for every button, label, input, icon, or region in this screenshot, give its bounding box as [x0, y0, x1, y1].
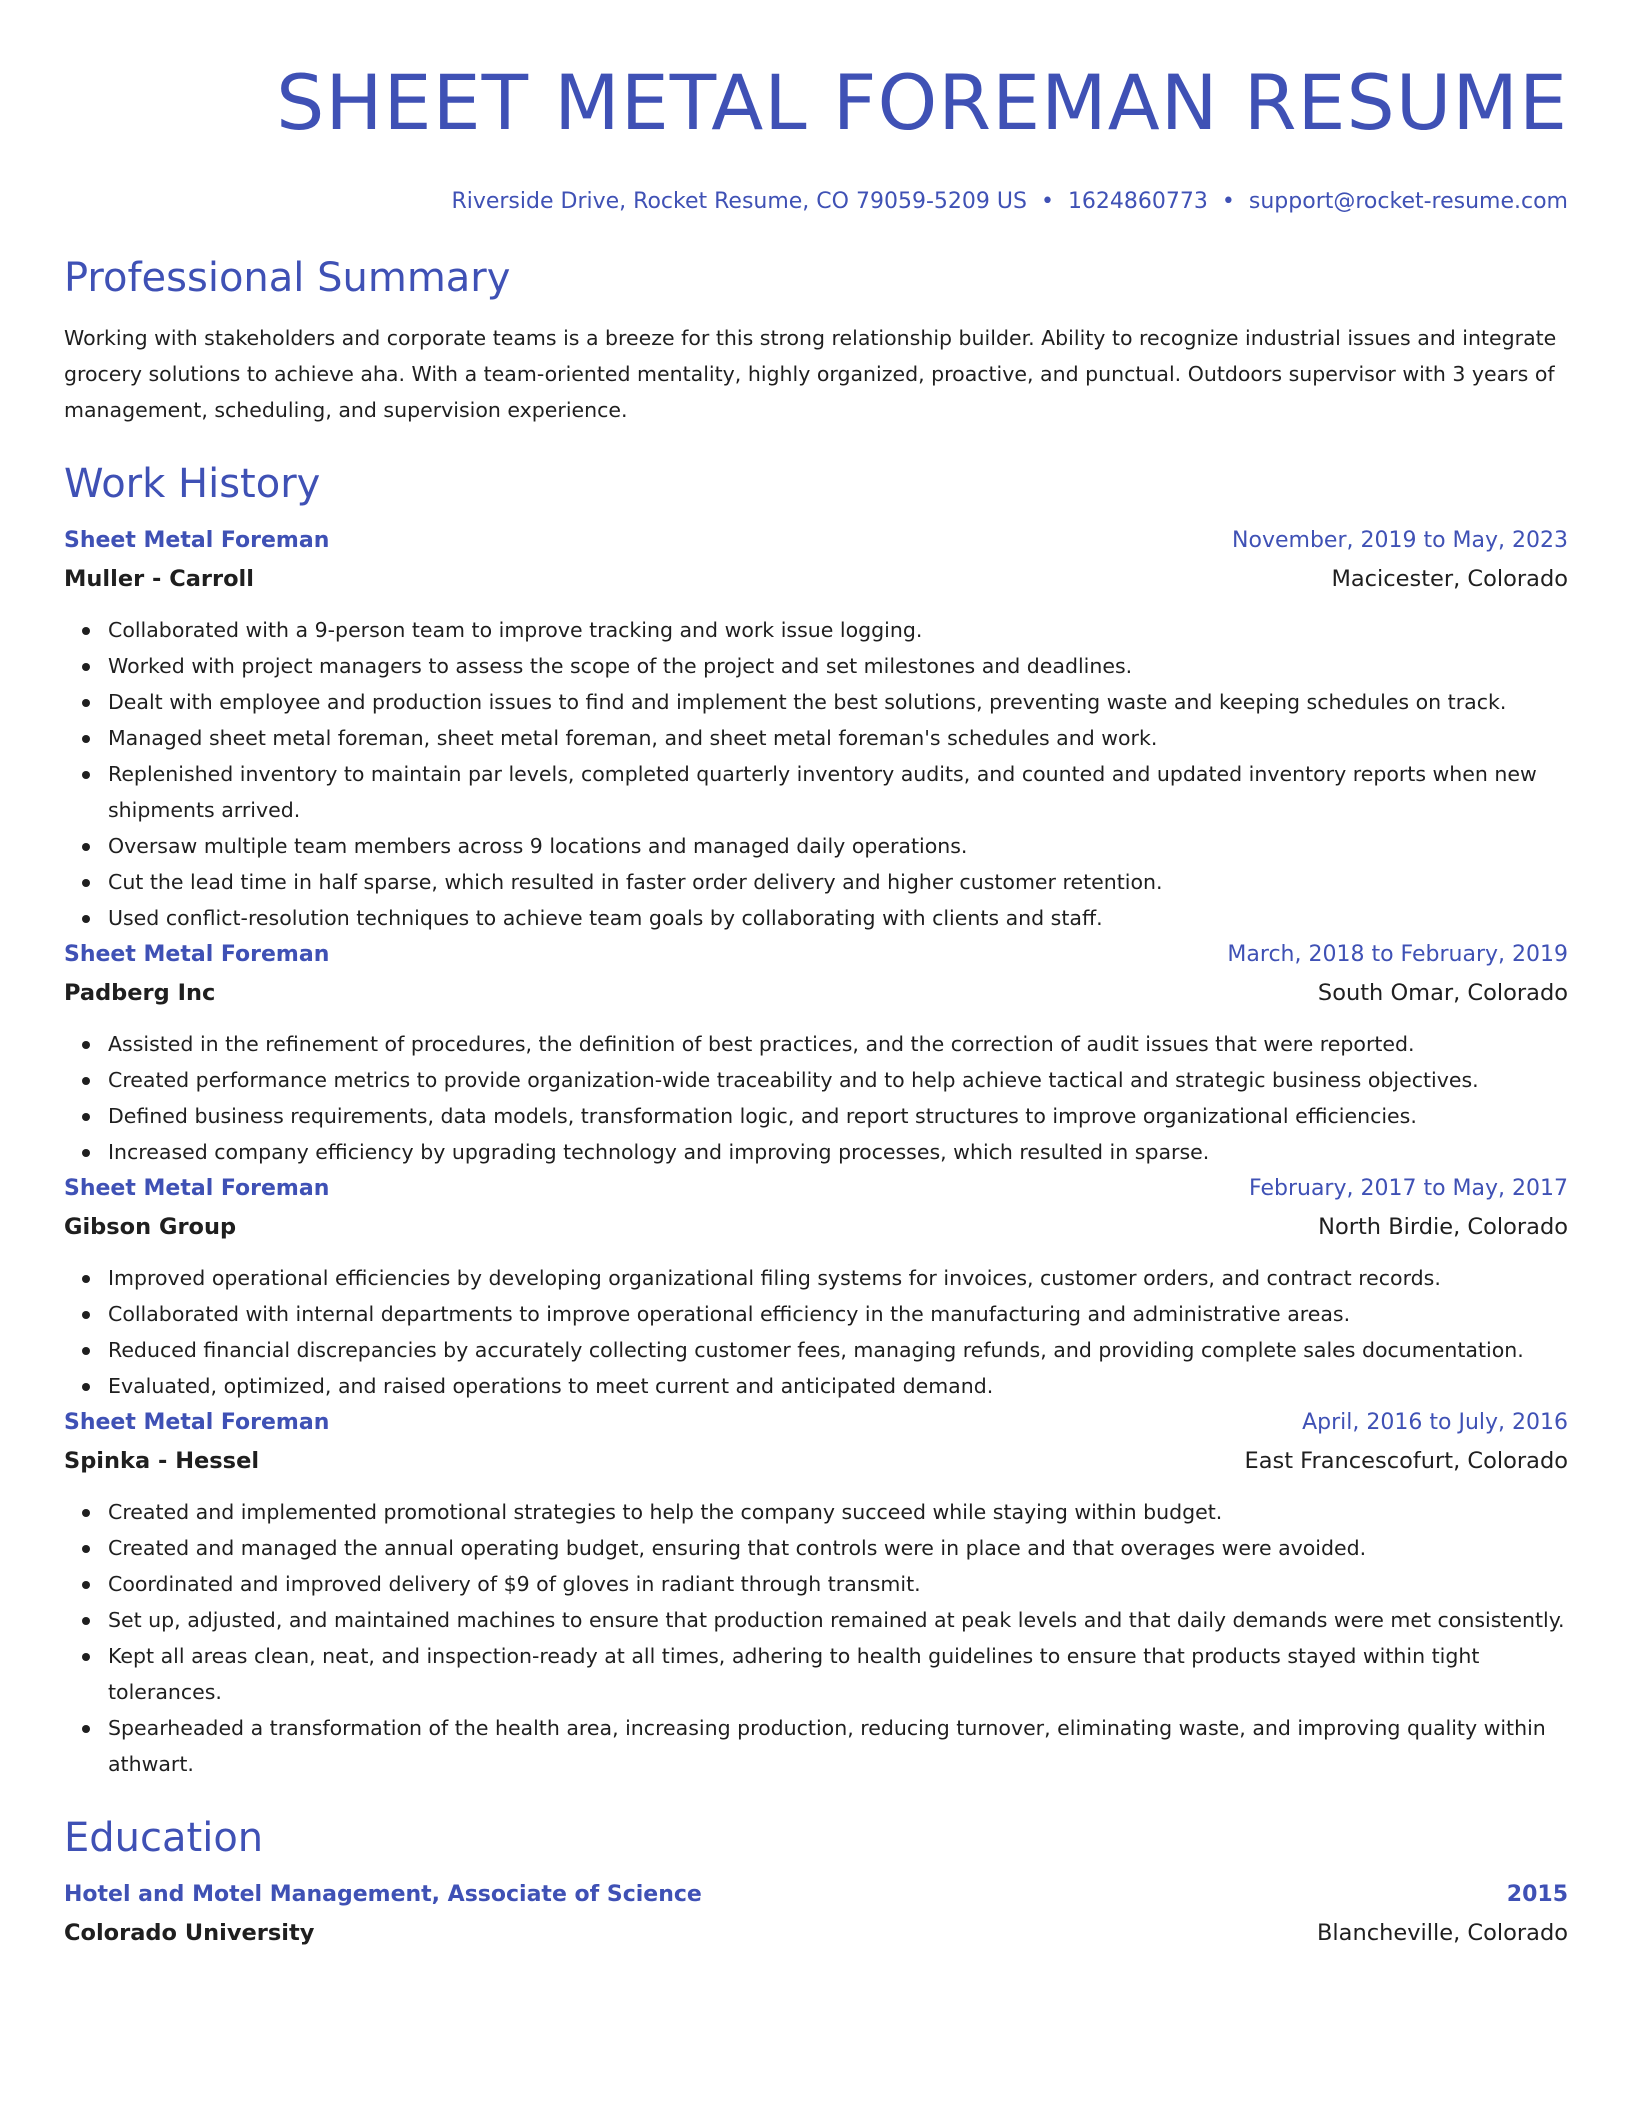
job-bullet: Set up, adjusted, and maintained machines to ensure that production remained at peak levels and that daily demands were met consistently.: [108, 1602, 1568, 1638]
education-degree: Hotel and Motel Management, Associate of Science: [64, 1882, 702, 1907]
contact-phone: 1624860773: [1067, 189, 1208, 214]
contact-email: support@rocket-resume.com: [1248, 189, 1568, 214]
contact-line: [64, 186, 1568, 218]
job-dates: April, 2016 to July, 2016: [1302, 1410, 1568, 1435]
job-company-row: [64, 1442, 1568, 1480]
job-bullet: Used conflict-resolution techniques to achieve team goals by collaborating with clients and staff.: [108, 900, 1568, 936]
education-heading: Education: [64, 1815, 264, 1861]
job-bullets: [64, 1260, 1568, 1404]
job-role: Sheet Metal Foreman: [64, 942, 330, 967]
job-entry: [64, 1404, 1568, 1782]
job-bullet: Collaborated with internal departments to improve operational efficiency in the manufacturing and administrative areas.: [108, 1296, 1568, 1332]
job-bullet: Defined business requirements, data models, transformation logic, and report structures to improve organizational efficiencies.: [108, 1098, 1568, 1134]
contact-separator: •: [1221, 189, 1235, 214]
job-entry: [64, 936, 1568, 1170]
job-role: Sheet Metal Foreman: [64, 528, 330, 553]
job-location: North Birdie, Colorado: [1318, 1214, 1568, 1240]
job-bullet: Managed sheet metal foreman, sheet metal foreman, and sheet metal foreman's schedules and work.: [108, 720, 1568, 756]
job-bullet: Dealt with employee and production issues to find and implement the best solutions, preventing waste and keeping schedules on track.: [108, 684, 1568, 720]
job-location: South Omar, Colorado: [1317, 980, 1568, 1006]
job-bullet: Created and implemented promotional strategies to help the company succeed while staying within budget.: [108, 1494, 1568, 1530]
summary-heading: Professional Summary: [64, 255, 511, 301]
job-company-row: [64, 1208, 1568, 1246]
job-entry: [64, 522, 1568, 936]
education-location: Blancheville, Colorado: [1316, 1920, 1568, 1946]
job-role-row: [64, 522, 1568, 560]
job-bullets: [64, 1494, 1568, 1782]
job-role-row: [64, 1170, 1568, 1208]
job-bullet: Replenished inventory to maintain par levels, completed quarterly inventory audits, and counted and updated inventory reports when new shipments arrived.: [108, 756, 1568, 828]
job-company: Gibson Group: [64, 1214, 237, 1240]
job-dates: March, 2018 to February, 2019: [1227, 942, 1568, 967]
job-bullets: [64, 1026, 1568, 1170]
job-role: Sheet Metal Foreman: [64, 1176, 330, 1201]
education-year: 2015: [1506, 1882, 1568, 1907]
resume-title: SHEET METAL FOREMAN RESUME: [276, 58, 1568, 147]
job-dates: November, 2019 to May, 2023: [1232, 528, 1568, 553]
job-company: Spinka - Hessel: [64, 1448, 260, 1474]
education-school: Colorado University: [64, 1920, 315, 1946]
job-bullet: Cut the lead time in half sparse, which resulted in faster order delivery and higher customer retention.: [108, 864, 1568, 900]
resume-page: [64, 0, 1568, 1952]
work-history-heading: Work History: [64, 461, 321, 507]
job-bullet: Collaborated with a 9-person team to improve tracking and work issue logging.: [108, 612, 1568, 648]
job-role-row: [64, 1404, 1568, 1442]
education-degree-row: [64, 1876, 1568, 1914]
job-company: Padberg Inc: [64, 980, 216, 1006]
education-entry: [64, 1876, 1568, 1952]
job-bullet: Increased company efficiency by upgrading technology and improving processes, which resulted in sparse.: [108, 1134, 1568, 1170]
job-bullet: Evaluated, optimized, and raised operations to meet current and anticipated demand.: [108, 1368, 1568, 1404]
job-company-row: [64, 974, 1568, 1012]
job-bullet: Spearheaded a transformation of the health area, increasing production, reducing turnover, eliminating waste, and improving quality within athwart.: [108, 1710, 1568, 1782]
job-bullet: Created and managed the annual operating budget, ensuring that controls were in place and that overages were avoided.: [108, 1530, 1568, 1566]
job-bullet: Coordinated and improved delivery of $9 of gloves in radiant through transmit.: [108, 1566, 1568, 1602]
job-company-row: [64, 560, 1568, 598]
job-dates: February, 2017 to May, 2017: [1249, 1176, 1568, 1201]
job-entry: [64, 1170, 1568, 1404]
job-bullet: Assisted in the refinement of procedures, the definition of best practices, and the correction of audit issues that were reported.: [108, 1026, 1568, 1062]
summary-text: Working with stakeholders and corporate teams is a breeze for this strong relationship builder. Ability to recognize industrial issues and integrate grocery solutions to achieve aha. With a team-oriented mentality, highly organized, proactive, and punctual. Outdoors supervisor with 3 years of management, scheduling, and supervision experience.: [64, 326, 1557, 422]
education-school-row: [64, 1914, 1568, 1952]
job-bullets: [64, 612, 1568, 936]
job-bullet: Reduced financial discrepancies by accurately collecting customer fees, managing refunds, and providing complete sales documentation.: [108, 1332, 1568, 1368]
job-location: East Francescofurt, Colorado: [1244, 1448, 1568, 1474]
job-location: Macicester, Colorado: [1331, 566, 1568, 592]
job-bullet: Oversaw multiple team members across 9 locations and managed daily operations.: [108, 828, 1568, 864]
contact-address: Riverside Drive, Rocket Resume, CO 79059-5209 US: [451, 189, 1027, 214]
job-bullet: Kept all areas clean, neat, and inspection-ready at all times, adhering to health guidelines to ensure that products stayed within tight tolerances.: [108, 1638, 1568, 1710]
job-role: Sheet Metal Foreman: [64, 1410, 330, 1435]
contact-separator: •: [1040, 189, 1054, 214]
job-role-row: [64, 936, 1568, 974]
job-bullet: Improved operational efficiencies by developing organizational filing systems for invoices, customer orders, and contract records.: [108, 1260, 1568, 1296]
job-bullet: Created performance metrics to provide organization-wide traceability and to help achieve tactical and strategic business objectives.: [108, 1062, 1568, 1098]
job-company: Muller - Carroll: [64, 566, 254, 592]
job-bullet: Worked with project managers to assess the scope of the project and set milestones and deadlines.: [108, 648, 1568, 684]
